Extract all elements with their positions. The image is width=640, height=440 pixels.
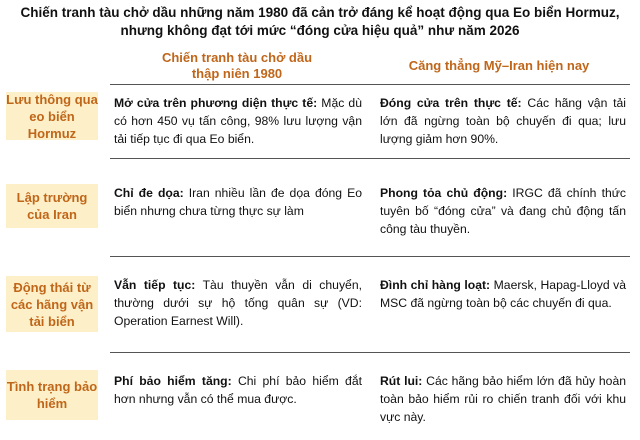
row-label-hormuz-traffic <box>6 92 98 140</box>
column-header-1980s-line1: Chiến tranh tàu chở dầu <box>161 50 313 65</box>
row-label-insurance <box>6 370 98 420</box>
column-header-1980s <box>112 50 362 82</box>
row-label-shipping-lines <box>6 276 98 332</box>
cell-1980s-insurance <box>114 372 362 408</box>
cell-heading: Rút lui: <box>380 374 423 388</box>
cell-text: Iran nhiều lần đe dọa đóng Eo biển nhưng chưa từng thực sự làm <box>114 186 363 218</box>
row-divider <box>110 256 630 257</box>
cell-heading: Phí bảo hiểm tăng: <box>114 374 232 388</box>
header-divider <box>110 84 630 85</box>
cell-heading: Phong tỏa chủ động: <box>380 186 508 200</box>
cell-1980s-shipping-lines <box>114 276 362 330</box>
cell-heading: Đóng cửa trên thực tế: <box>380 96 522 110</box>
cell-text: Maersk, Hapag-Lloyd và MSC đã ngừng toàn bộ các chuyến đi qua. <box>380 278 627 310</box>
cell-heading: Vẫn tiếp tục: <box>114 278 196 292</box>
row-label-text: Tình trạng bảo hiểm <box>6 379 98 411</box>
document-title <box>0 4 640 40</box>
cell-heading: Chỉ đe dọa: <box>114 186 184 200</box>
cell-current-shipping-lines <box>380 276 626 312</box>
cell-text: Chi phí bảo hiểm đắt hơn nhưng vẫn có thể mua được. <box>114 374 362 406</box>
column-header-current: Căng thẳng Mỹ–Iran hiện nay <box>408 58 590 73</box>
row-label-text: Lập trường của Iran <box>16 190 88 222</box>
cell-current-insurance <box>380 372 626 426</box>
row-divider <box>110 352 630 353</box>
cell-text: Các hãng vận tải lớn đã ngừng toàn bộ chuyến đi qua; lưu lượng giảm hơn 90%. <box>380 96 627 146</box>
title-line-1: Chiến tranh tàu chở dầu những năm 1980 đã cản trở đáng kể hoạt động qua Eo biển Hormuz, <box>20 5 620 20</box>
row-label-text: Lưu thông qua eo biển Hormuz <box>6 91 98 141</box>
column-header-1980s-line2: thập niên 1980 <box>191 66 283 81</box>
cell-text: Tàu thuyền vẫn di chuyển, thường dưới sự hộ tống quân sự (VD: Operation Earnest Will). <box>114 278 362 328</box>
cell-text: IRGC đã chính thức tuyên bố “đóng cửa” và đang chủ động tấn công tàu thuyền. <box>380 186 626 236</box>
cell-text: Mặc dù có hơn 450 vụ tấn công, 98% lưu lượng vận tải tiếp tục đi qua Eo biển. <box>114 96 362 146</box>
cell-heading: Mở cửa trên phương diện thực tế: <box>114 96 318 110</box>
cell-1980s-traffic <box>114 94 362 148</box>
row-label-iran-stance <box>6 184 98 228</box>
cell-text: Các hãng bảo hiểm lớn đã hủy hoàn toàn bảo hiểm rủi ro chiến tranh đối với khu vực này. <box>380 374 627 424</box>
cell-1980s-iran-stance <box>114 184 362 220</box>
row-label-text: Động thái từ các hãng vận tải biển <box>10 279 94 329</box>
title-line-2: nhưng không đạt tới mức “đóng cửa hiệu quả” như năm 2026 <box>120 23 520 38</box>
cell-current-traffic <box>380 94 626 148</box>
cell-heading: Đình chỉ hàng loạt: <box>380 278 491 292</box>
row-divider <box>110 158 630 159</box>
cell-current-iran-stance <box>380 184 626 238</box>
